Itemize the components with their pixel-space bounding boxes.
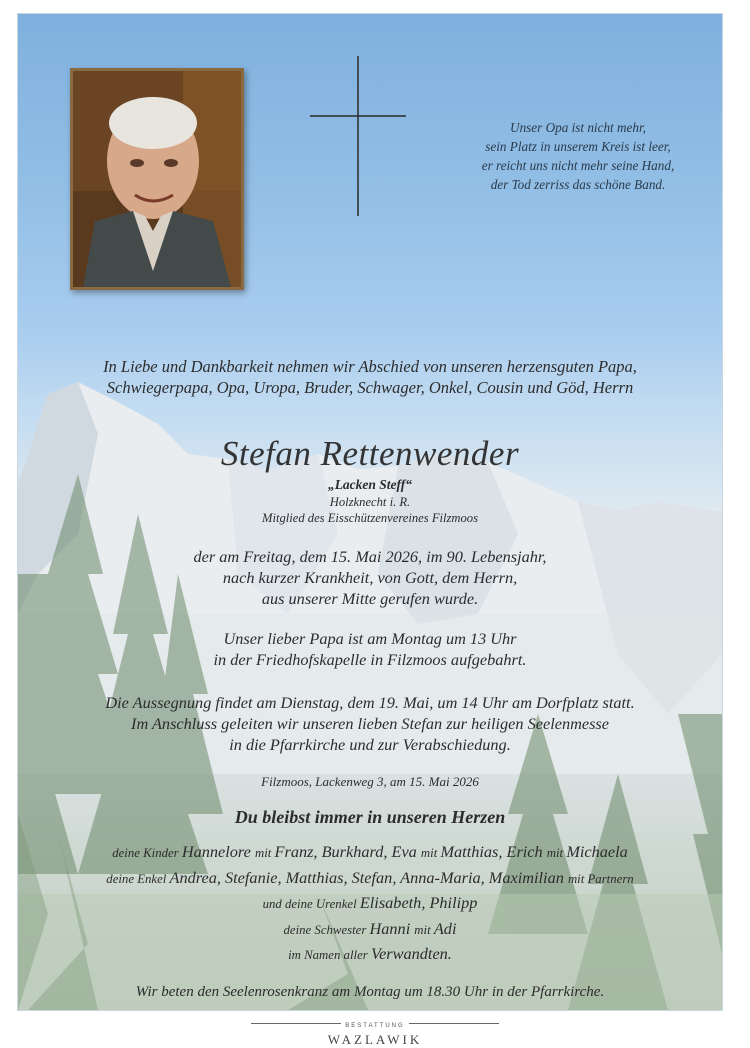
deceased-name: Stefan Rettenwender xyxy=(220,434,520,473)
death-notice-line: der am Freitag, dem 15. Mai 2026, im 90. Lebensjahr, xyxy=(193,547,547,566)
poem-line: der Tod zerriss das schöne Band. xyxy=(490,177,666,192)
relation-label: im Namen aller xyxy=(288,948,371,962)
family-names: Matthias, Erich xyxy=(440,842,547,861)
family-names: Verwandten. xyxy=(370,944,452,963)
family-names: Hanni xyxy=(369,918,415,938)
intro-line: Schwiegerpapa, Opa, Uropa, Bruder, Schwager, Onkel, Cousin und Göd, Herrn xyxy=(106,378,634,397)
funeral-home-logo: WAZLAWIK xyxy=(327,1032,423,1047)
footer-divider xyxy=(251,1023,341,1024)
family-row xyxy=(18,917,722,943)
relation-label: mit xyxy=(254,846,275,860)
ceremony-line: in die Pfarrkirche und zur Verabschiedung. xyxy=(229,735,511,754)
family-names: Elisabeth, Philipp xyxy=(359,893,478,912)
place-date: Filzmoos, Lackenweg 3, am 15. Mai 2026 xyxy=(261,774,479,789)
family-names: Andrea, Stefanie, Matthias, Stefan, Anna-Maria, Maximilian xyxy=(169,867,568,887)
relation-label: mit xyxy=(414,922,434,937)
laying-out-notice xyxy=(18,628,722,670)
intro-text xyxy=(18,356,722,398)
death-notice-line: nach kurzer Krankheit, von Gott, dem Herrn, xyxy=(222,568,518,587)
relation-label: mit Partnern xyxy=(567,871,634,886)
relation-label: deine Enkel xyxy=(106,871,170,886)
family-row xyxy=(18,866,722,892)
family-names: Michaela xyxy=(566,842,628,861)
funeral-home-footer xyxy=(0,1014,750,1048)
parte-card xyxy=(18,14,722,1010)
poem-line: Unser Opa ist nicht mehr, xyxy=(510,120,646,135)
cross-icon xyxy=(310,56,406,216)
family-names: Adi xyxy=(433,918,457,938)
footer-divider xyxy=(409,1023,499,1024)
deceased-details xyxy=(18,494,722,526)
poem-line: er reicht uns nicht mehr seine Hand, xyxy=(481,158,675,173)
footer-label-row xyxy=(0,1014,750,1032)
membership: Mitglied des Eisschützenvereines Filzmoos xyxy=(261,511,479,525)
deceased-nickname: „Lacken Steff“ xyxy=(327,477,413,492)
death-notice xyxy=(18,546,722,609)
ceremony-line: Die Aussegnung findet am Dienstag, dem 19. Mai, um 14 Uhr am Dorfplatz statt. xyxy=(105,693,635,712)
family-list xyxy=(18,840,722,968)
motto: Du bleibst immer in unseren Herzen xyxy=(234,807,506,827)
relation-label: und deine Urenkel xyxy=(262,897,360,911)
ceremony-notice xyxy=(18,692,722,755)
death-notice-line: aus unserer Mitte gerufen wurde. xyxy=(261,589,479,608)
memorial-poem xyxy=(448,118,708,194)
relation-label: deine Kinder xyxy=(112,846,182,860)
footer-label: BESTATTUNG xyxy=(345,1023,405,1029)
poem-line: sein Platz in unserem Kreis ist leer, xyxy=(485,139,671,154)
occupation: Holzknecht i. R. xyxy=(329,495,411,509)
laying-out-line: Unser lieber Papa ist am Montag um 13 Uhr xyxy=(223,629,517,648)
relation-label: mit xyxy=(546,846,567,860)
family-names: Hannelore xyxy=(181,842,255,861)
ceremony-line: Im Anschluss geleiten wir unseren lieben Stefan zur heiligen Seelenmesse xyxy=(131,714,609,733)
family-row xyxy=(18,891,722,917)
relation-label: deine Schwester xyxy=(283,922,370,937)
portrait-photo xyxy=(70,68,244,290)
relation-label: mit xyxy=(420,846,441,860)
family-row xyxy=(18,840,722,866)
laying-out-line: in der Friedhofskapelle in Filzmoos aufgebahrt. xyxy=(213,650,527,669)
family-row xyxy=(18,942,722,968)
family-names: Franz, Burkhard, Eva xyxy=(274,842,421,861)
closing-notice: Wir beten den Seelenrosenkranz am Montag um 18.30 Uhr in der Pfarrkirche. xyxy=(135,984,605,1000)
intro-line: In Liebe und Dankbarkeit nehmen wir Abschied von unseren herzensguten Papa, xyxy=(103,357,637,376)
